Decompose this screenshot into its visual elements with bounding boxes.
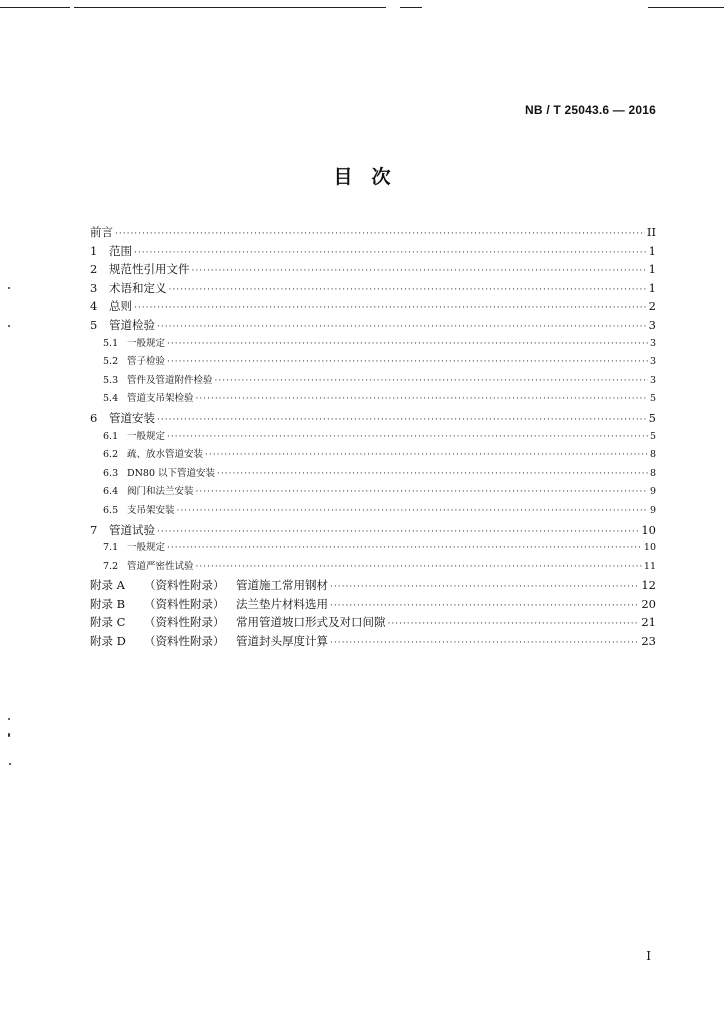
- toc-leader-dots: [215, 372, 648, 391]
- toc-entry[interactable]: [90, 521, 656, 540]
- toc-entry-page: 3: [649, 356, 656, 368]
- toc-entry[interactable]: [90, 260, 656, 279]
- toc-entry-number: 6.2: [103, 449, 119, 461]
- toc-entry-label: 管道安装: [109, 410, 155, 425]
- toc-leader-dots: [196, 483, 648, 502]
- toc-entry-label: 疏、放水管道安装: [127, 449, 204, 461]
- standard-number: NB / T 25043.6 — 2016: [525, 103, 656, 117]
- toc-entry-label: 范围: [109, 243, 132, 258]
- scan-artifact-line: [0, 7, 70, 8]
- toc-leader-dots: [115, 225, 645, 244]
- toc-entry[interactable]: [90, 335, 656, 354]
- scan-dot: [8, 718, 10, 720]
- appendix-page: 12: [641, 578, 656, 593]
- toc-entry-number: 5.3: [103, 374, 119, 386]
- appendix-key: 附录 A: [90, 578, 125, 593]
- toc-entry-number: 4: [90, 299, 98, 314]
- toc-entry-page: 5: [648, 410, 656, 425]
- toc-entry-number: 6.3: [103, 467, 119, 479]
- toc-entry-page: 9: [649, 504, 656, 516]
- appendix-type: （资料性附录）: [144, 578, 225, 593]
- toc-entry-number: 3: [90, 280, 98, 295]
- scan-artifact-line: [648, 7, 724, 8]
- toc-entry-page: II: [646, 225, 656, 239]
- toc-leader-dots: [167, 335, 648, 354]
- toc-entry[interactable]: [90, 390, 656, 409]
- toc-entry-page: 10: [641, 522, 656, 537]
- appendix-type: （资料性附录）: [144, 615, 225, 630]
- toc-entry-number: 5.2: [103, 356, 119, 368]
- scan-dot: [9, 763, 11, 765]
- scan-artifact-line: [400, 7, 422, 8]
- toc-leader-dots: [167, 428, 648, 447]
- toc-leader-dots: [167, 539, 642, 558]
- toc-entry-label: 管道严密性试验: [127, 560, 194, 572]
- appendix-label: 管道封头厚度计算: [236, 634, 328, 649]
- toc-entry-page: 3: [648, 317, 656, 332]
- toc-entry-label: DN80 以下管道安装: [127, 467, 216, 479]
- appendix-type: （资料性附录）: [144, 634, 225, 649]
- toc-leader-dots: [177, 502, 648, 521]
- toc-leader-dots: [169, 281, 647, 300]
- toc-entry[interactable]: [90, 428, 656, 447]
- toc-entry-label: 术语和定义: [109, 280, 167, 295]
- toc-entry-number: 1: [90, 243, 98, 258]
- toc-leader-dots: [330, 578, 639, 597]
- toc-entry-label: 支吊架安装: [127, 504, 175, 516]
- toc-entry-number: 6.5: [103, 504, 119, 516]
- scan-dot: [8, 287, 10, 289]
- toc-entry-label: 规范性引用文件: [109, 262, 190, 277]
- toc-entry-number: 6: [90, 410, 98, 425]
- toc-appendix-entry[interactable]: [90, 632, 656, 651]
- toc-entry-page: 8: [649, 467, 656, 479]
- toc-entry-page: 5: [649, 430, 656, 442]
- toc-leader-dots: [134, 244, 647, 263]
- toc-leader-dots: [167, 353, 648, 372]
- toc-entry-number: 7: [90, 522, 98, 537]
- toc-entry-page: 11: [643, 560, 656, 572]
- toc-entry[interactable]: [90, 372, 656, 391]
- toc-entry-number: 2: [90, 262, 98, 277]
- toc-entry-label: 一般规定: [127, 337, 166, 349]
- scan-artifact-line: [74, 7, 386, 8]
- toc-entry-label: 管道支吊架检验: [127, 393, 194, 405]
- toc-entry[interactable]: [90, 297, 656, 316]
- toc-entry-label: 管子检验: [127, 356, 166, 368]
- toc-entry[interactable]: [90, 446, 656, 465]
- toc-appendix-entry[interactable]: [90, 576, 656, 595]
- appendix-key: 附录 C: [90, 615, 126, 630]
- toc-entry-label: 一般规定: [127, 542, 166, 554]
- toc-entry-number: 7.2: [103, 560, 119, 572]
- toc-entry[interactable]: [90, 223, 656, 242]
- page-number: I: [646, 949, 651, 963]
- toc-leader-dots: [205, 446, 648, 465]
- toc-leader-dots: [134, 299, 647, 318]
- toc-entry-label: 前言: [90, 225, 113, 239]
- toc-entry-label: 一般规定: [127, 430, 166, 442]
- toc-entry-label: 管道试验: [109, 522, 155, 537]
- toc-leader-dots: [217, 465, 648, 484]
- toc-entry-label: 总则: [109, 299, 132, 314]
- scan-dot: [8, 325, 10, 327]
- appendix-label: 法兰垫片材料选用: [236, 596, 328, 611]
- toc-entry-number: 7.1: [103, 542, 119, 554]
- toc-leader-dots: [388, 615, 640, 634]
- toc-entry-label: 管件及管道附件检验: [127, 374, 213, 386]
- toc-appendix-entry[interactable]: [90, 595, 656, 614]
- toc-entry[interactable]: [90, 558, 656, 577]
- toc-entry-number: 5.4: [103, 393, 119, 405]
- toc-leader-dots: [192, 262, 647, 281]
- toc-entry-page: 1: [648, 243, 656, 258]
- toc-entry[interactable]: [90, 316, 656, 335]
- toc-leader-dots: [196, 390, 648, 409]
- toc-entry[interactable]: [90, 353, 656, 372]
- toc-entry-label: 管道检验: [109, 317, 155, 332]
- toc-entry[interactable]: [90, 483, 656, 502]
- toc-entry-page: 8: [649, 449, 656, 461]
- toc-entry[interactable]: [90, 502, 656, 521]
- toc-entry[interactable]: [90, 465, 656, 484]
- appendix-page: 20: [641, 596, 656, 611]
- toc-entry[interactable]: [90, 279, 656, 298]
- toc-entry-page: 2: [648, 299, 656, 314]
- toc-appendix-entry[interactable]: [90, 613, 656, 632]
- toc-entry-page: 3: [649, 337, 656, 349]
- appendix-key: 附录 B: [90, 596, 126, 611]
- toc-entry-page: 3: [649, 374, 656, 386]
- toc-entry-page: 9: [649, 486, 656, 498]
- appendix-type: （资料性附录）: [144, 596, 225, 611]
- toc-entry-page: 1: [648, 280, 656, 295]
- appendix-label: 常用管道坡口形式及对口间隙: [236, 615, 386, 630]
- toc-entry-page: 1: [648, 262, 656, 277]
- toc-entry-number: 5.1: [103, 337, 119, 349]
- scan-dot: [8, 733, 10, 737]
- toc-entry-number: 6.1: [103, 430, 119, 442]
- toc-entry-page: 5: [649, 393, 656, 405]
- appendix-page: 23: [641, 634, 656, 649]
- page-title: 目 次: [333, 166, 391, 188]
- toc-entry[interactable]: [90, 242, 656, 261]
- table-of-contents: [90, 223, 656, 651]
- appendix-page: 21: [641, 615, 656, 630]
- toc-entry-number: 6.4: [103, 486, 119, 498]
- toc-leader-dots: [330, 634, 639, 653]
- toc-entry[interactable]: [90, 539, 656, 558]
- appendix-label: 管道施工常用钢材: [236, 578, 328, 593]
- appendix-key: 附录 D: [90, 634, 126, 649]
- toc-entry-label: 阀门和法兰安装: [127, 486, 194, 498]
- toc-entry-page: 10: [643, 542, 656, 554]
- toc-leader-dots: [196, 558, 642, 577]
- toc-entry[interactable]: [90, 409, 656, 428]
- toc-entry-number: 5: [90, 317, 98, 332]
